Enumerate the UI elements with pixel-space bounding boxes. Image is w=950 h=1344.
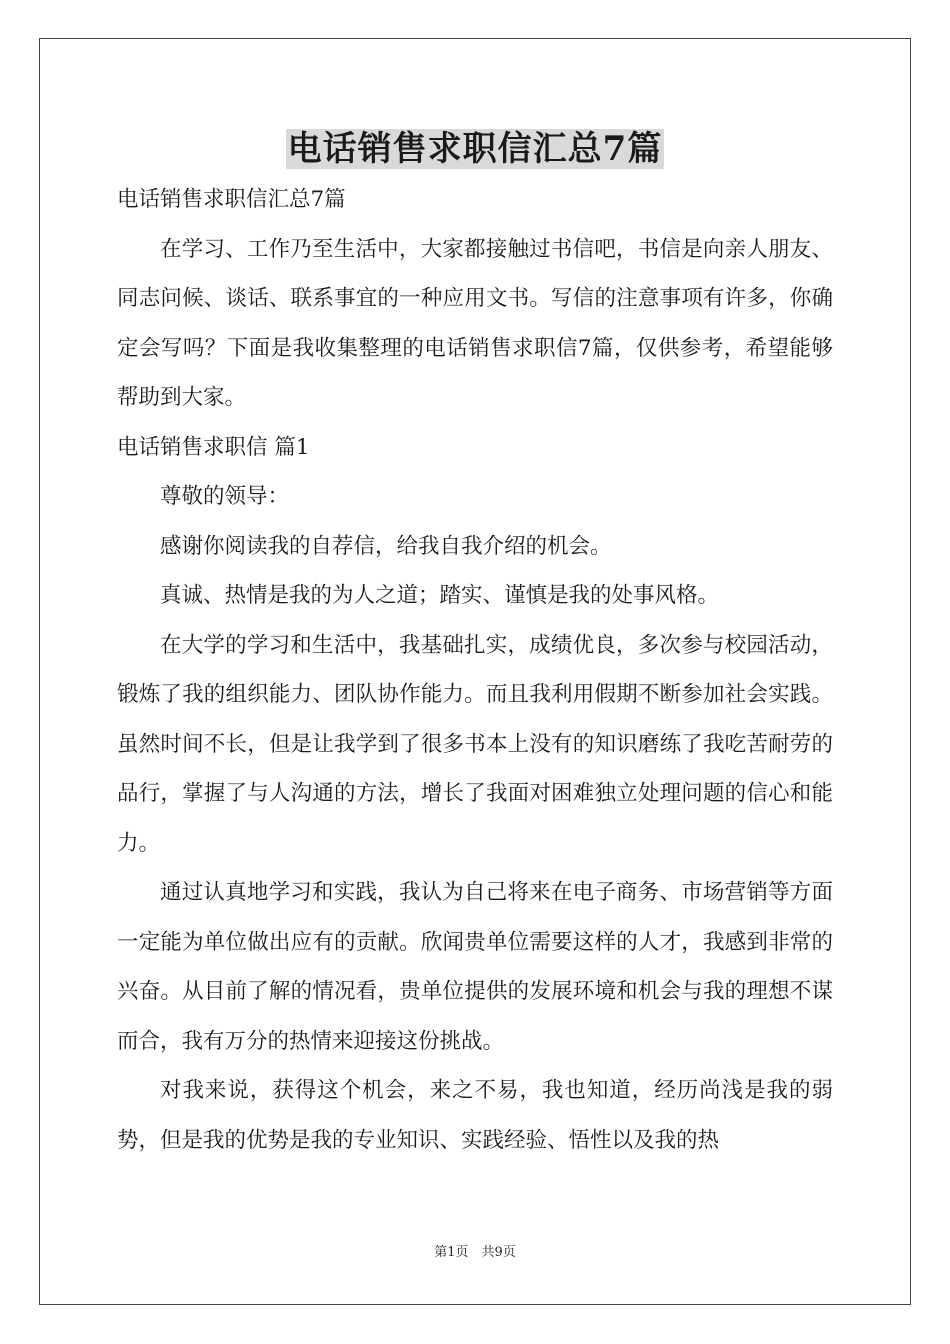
subtitle-line: 电话销售求职信汇总7篇 (117, 187, 346, 212)
body-paragraph: 通过认真地学习和实践，我认为自己将来在电子商务、市场营销等方面一定能为单位做出应有的贡献。欣闻贵单位需要这样的人才，我感到非常的兴奋。从目前了解的情况看，贵单位提供的发展环境和机会与我的理想不谋而合，我有万分的热情来迎接这份挑战。 (117, 880, 833, 1054)
body-paragraph: 感谢你阅读我的自荐信，给我自我介绍的机会。 (160, 533, 612, 559)
body-paragraph: 真诚、热情是我的为人之道；踏实、谨慎是我的处事风格。 (160, 583, 720, 608)
page-footer (0, 1244, 950, 1262)
document-body (117, 175, 833, 1165)
page-number: 第1页 共9页 (434, 1245, 516, 1260)
intro-paragraph: 在学习、工作乃至生活中，大家都接触过书信吧，书信是向亲人朋友、同志问候、谈话、联系事宜的一种应用文书。写信的注意事项有许多，你确定会写吗？下面是我收集整理的电话销售求职信7篇，仅供参考，希望能够帮助到大家。 (117, 236, 833, 410)
body-paragraph: 在大学的学习和生活中，我基础扎实，成绩优良，多次参与校园活动，锻炼了我的组织能力、团队协作能力。而且我利用假期不断参加社会实践。虽然时间不长，但是让我学到了很多书本上没有的知识磨练了我吃苦耐劳的品行，掌握了与人沟通的方法，增长了我面对困难独立处理问题的信心和能力。 (117, 632, 833, 856)
body-paragraph: 对我来说，获得这个机会，来之不易，我也知道，经历尚浅是我的弱势，但是我的优势是我的专业知识、实践经验、悟性以及我的热 (117, 1078, 833, 1153)
salutation: 尊敬的领导： (160, 484, 290, 509)
document-title (0, 124, 950, 174)
document-title-text: 电话销售求职信汇总7篇 (287, 129, 663, 169)
section-heading: 电话销售求职信 篇1 (117, 434, 310, 460)
